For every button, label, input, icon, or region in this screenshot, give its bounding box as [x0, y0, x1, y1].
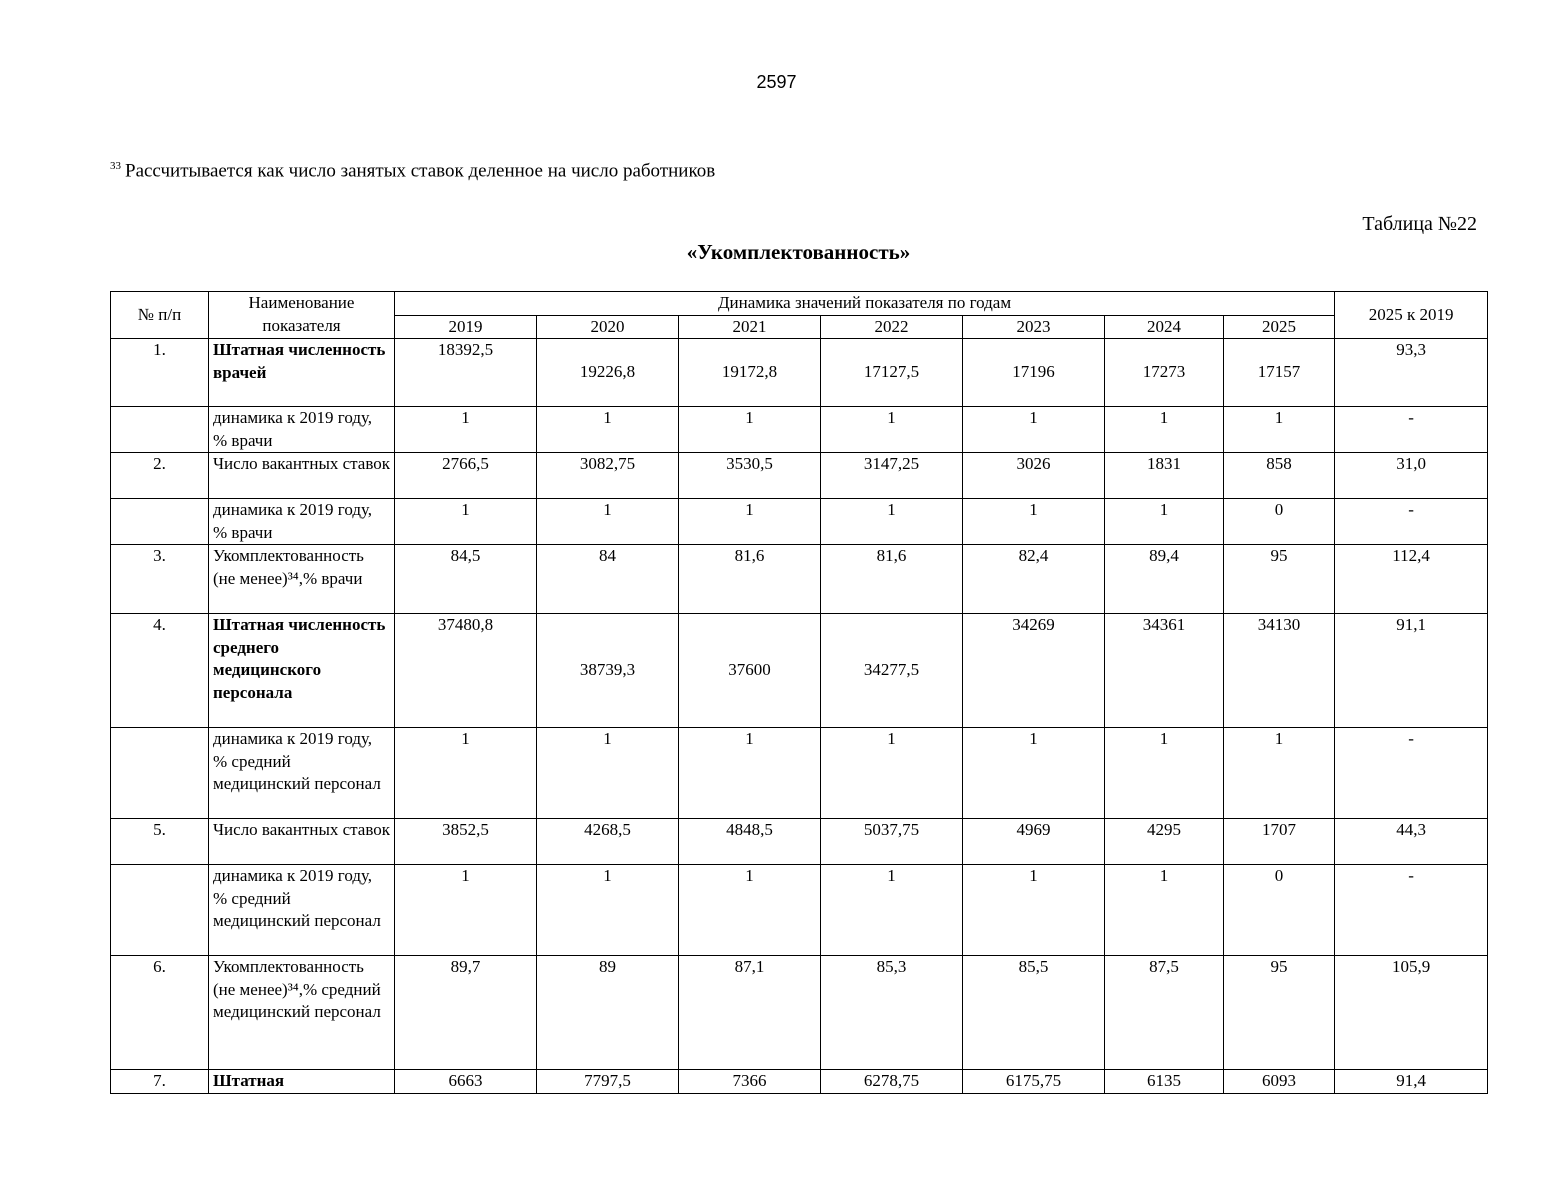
- row-value: 37480,8: [395, 614, 537, 728]
- row-number: 2.: [111, 453, 209, 499]
- row-value: 1: [1224, 407, 1335, 453]
- row-value: 17196: [963, 339, 1105, 407]
- row-value: 1: [1105, 728, 1224, 819]
- row-value: 7797,5: [537, 1070, 679, 1094]
- header-year: 2021: [679, 315, 821, 339]
- row-value: 38739,3: [537, 614, 679, 728]
- row-value: 1: [679, 728, 821, 819]
- table-row: [111, 865, 1488, 956]
- row-value: 1: [537, 499, 679, 545]
- row-value: 18392,5: [395, 339, 537, 407]
- table-row: [111, 614, 1488, 728]
- row-value: 1: [821, 407, 963, 453]
- row-ratio: 105,9: [1335, 956, 1488, 1070]
- row-value: 87,5: [1105, 956, 1224, 1070]
- row-value: 1: [679, 499, 821, 545]
- row-value: 34277,5: [821, 614, 963, 728]
- header-year: 2020: [537, 315, 679, 339]
- row-value: 81,6: [679, 545, 821, 614]
- row-value: 1: [963, 865, 1105, 956]
- row-ratio: -: [1335, 728, 1488, 819]
- row-number: 7.: [111, 1070, 209, 1094]
- row-value: 34361: [1105, 614, 1224, 728]
- row-number: [111, 499, 209, 545]
- row-name: динамика к 2019 году, % врачи: [209, 407, 395, 453]
- row-value: 1831: [1105, 453, 1224, 499]
- row-value: 87,1: [679, 956, 821, 1070]
- staffing-table: [110, 291, 1488, 1094]
- table-number: Таблица №22: [1362, 213, 1477, 235]
- row-number: 3.: [111, 545, 209, 614]
- table-row: [111, 728, 1488, 819]
- row-value: 2766,5: [395, 453, 537, 499]
- row-value: 37600: [679, 614, 821, 728]
- row-ratio: 44,3: [1335, 819, 1488, 865]
- table-row: [111, 339, 1488, 407]
- row-value: 4969: [963, 819, 1105, 865]
- row-value: 3852,5: [395, 819, 537, 865]
- row-name: Укомплектованность (не менее)³⁴,% врачи: [209, 545, 395, 614]
- header-ratio: 2025 к 2019: [1335, 292, 1488, 339]
- row-value: 0: [1224, 499, 1335, 545]
- row-value: 95: [1224, 545, 1335, 614]
- row-value: 4848,5: [679, 819, 821, 865]
- row-name: Штатная численность врачей: [209, 339, 395, 407]
- table-row: [111, 499, 1488, 545]
- row-value: 1: [821, 865, 963, 956]
- row-value: 82,4: [963, 545, 1105, 614]
- header-year: 2024: [1105, 315, 1224, 339]
- row-value: 3147,25: [821, 453, 963, 499]
- row-value: 85,5: [963, 956, 1105, 1070]
- row-value: 1: [537, 407, 679, 453]
- row-value: 81,6: [821, 545, 963, 614]
- row-value: 17273: [1105, 339, 1224, 407]
- row-value: 1: [1224, 728, 1335, 819]
- row-number: 6.: [111, 956, 209, 1070]
- row-value: 1: [395, 499, 537, 545]
- row-value: 6175,75: [963, 1070, 1105, 1094]
- row-value: 1: [679, 865, 821, 956]
- row-number: 1.: [111, 339, 209, 407]
- table-title: «Укомплектованность»: [686, 240, 911, 264]
- row-name: Число вакантных ставок: [209, 453, 395, 499]
- row-ratio: 112,4: [1335, 545, 1488, 614]
- header-year: 2022: [821, 315, 963, 339]
- row-value: 1: [395, 728, 537, 819]
- row-value: 1: [963, 407, 1105, 453]
- row-value: 34269: [963, 614, 1105, 728]
- row-number: 5.: [111, 819, 209, 865]
- row-value: 1: [1105, 499, 1224, 545]
- row-value: 17157: [1224, 339, 1335, 407]
- row-name: Число вакантных ставок: [209, 819, 395, 865]
- row-value: 84,5: [395, 545, 537, 614]
- row-value: 95: [1224, 956, 1335, 1070]
- row-value: 858: [1224, 453, 1335, 499]
- row-value: 1: [537, 728, 679, 819]
- row-value: 6663: [395, 1070, 537, 1094]
- row-value: 1: [537, 865, 679, 956]
- row-value: 1: [963, 728, 1105, 819]
- header-year: 2023: [963, 315, 1105, 339]
- footnote-marker: 33: [110, 160, 121, 172]
- row-ratio: 31,0: [1335, 453, 1488, 499]
- row-value: 6093: [1224, 1070, 1335, 1094]
- row-number: 4.: [111, 614, 209, 728]
- row-name: динамика к 2019 году, % врачи: [209, 499, 395, 545]
- row-ratio: 91,1: [1335, 614, 1488, 728]
- row-value: 0: [1224, 865, 1335, 956]
- row-value: 6278,75: [821, 1070, 963, 1094]
- row-value: 1: [821, 499, 963, 545]
- table-row: [111, 453, 1488, 499]
- row-value: 1: [821, 728, 963, 819]
- row-name: Штатная: [209, 1070, 395, 1094]
- row-value: 1: [1105, 865, 1224, 956]
- table-row: [111, 407, 1488, 453]
- table-row: [111, 1070, 1488, 1094]
- row-ratio: 91,4: [1335, 1070, 1488, 1094]
- row-value: 19226,8: [537, 339, 679, 407]
- row-value: 1: [395, 865, 537, 956]
- row-name: Укомплектованность (не менее)³⁴,% средний медицинский персонал: [209, 956, 395, 1070]
- row-value: 3082,75: [537, 453, 679, 499]
- row-value: 1707: [1224, 819, 1335, 865]
- row-name: динамика к 2019 году, % средний медицинский персонал: [209, 865, 395, 956]
- row-value: 1: [395, 407, 537, 453]
- header-num: № п/п: [111, 292, 209, 339]
- header-name: Наименование показателя: [209, 292, 395, 339]
- row-number: [111, 407, 209, 453]
- table-row: [111, 956, 1488, 1070]
- row-value: 1: [963, 499, 1105, 545]
- table-row: [111, 545, 1488, 614]
- row-ratio: -: [1335, 407, 1488, 453]
- table-row: [111, 819, 1488, 865]
- row-value: 34130: [1224, 614, 1335, 728]
- row-value: 89: [537, 956, 679, 1070]
- row-value: 3530,5: [679, 453, 821, 499]
- header-year: 2025: [1224, 315, 1335, 339]
- row-value: 19172,8: [679, 339, 821, 407]
- header-year: 2019: [395, 315, 537, 339]
- row-value: 3026: [963, 453, 1105, 499]
- row-value: 4295: [1105, 819, 1224, 865]
- row-name: динамика к 2019 году, % средний медицинский персонал: [209, 728, 395, 819]
- row-value: 1: [1105, 407, 1224, 453]
- header-dynamics: Динамика значений показателя по годам: [395, 292, 1335, 316]
- row-value: 84: [537, 545, 679, 614]
- row-value: 7366: [679, 1070, 821, 1094]
- footnote: [110, 160, 715, 182]
- row-number: [111, 865, 209, 956]
- row-number: [111, 728, 209, 819]
- row-value: 89,7: [395, 956, 537, 1070]
- row-value: 5037,75: [821, 819, 963, 865]
- row-ratio: -: [1335, 499, 1488, 545]
- row-name: Штатная численность среднего медицинского персонала: [209, 614, 395, 728]
- row-ratio: 93,3: [1335, 339, 1488, 407]
- page-number: 2597: [756, 72, 797, 92]
- row-value: 6135: [1105, 1070, 1224, 1094]
- row-value: 85,3: [821, 956, 963, 1070]
- row-value: 17127,5: [821, 339, 963, 407]
- row-value: 4268,5: [537, 819, 679, 865]
- row-ratio: -: [1335, 865, 1488, 956]
- footnote-text: Рассчитывается как число занятых ставок деленное на число работников: [125, 160, 716, 182]
- row-value: 89,4: [1105, 545, 1224, 614]
- row-value: 1: [679, 407, 821, 453]
